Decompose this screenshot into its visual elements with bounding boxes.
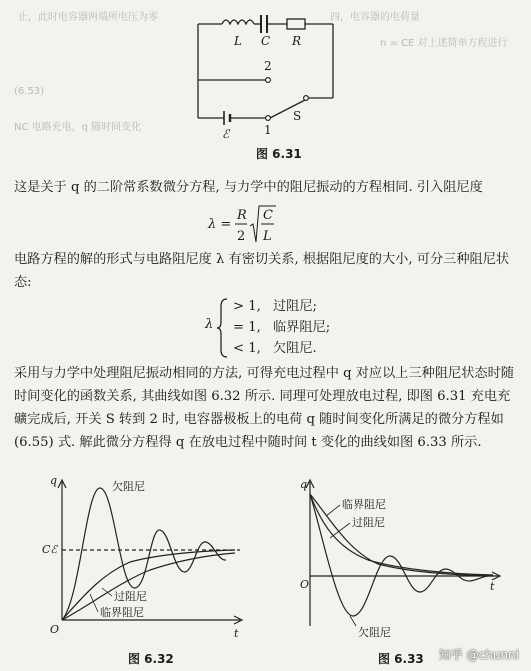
under-damped-label: 欠阻尼 (358, 626, 391, 639)
terminal-1-label: 1 (264, 123, 272, 137)
resistor-label: R (292, 34, 302, 48)
emf-label: ℰ (222, 127, 230, 141)
over-damped-label: 过阻尼 (114, 590, 147, 603)
origin-label: O (300, 578, 310, 591)
critical-damped-label: 临界阻尼 (100, 606, 144, 619)
damping-formula (0, 0, 531, 260)
axis-q-label: q (50, 474, 58, 487)
figure-6-32 (40, 470, 260, 645)
formula-L: L (263, 229, 272, 244)
formula-lhs: λ = (208, 217, 232, 232)
ghost-text: n = CE 对上述简单方程进行 (380, 38, 508, 49)
inductor-label: L (234, 34, 242, 48)
cases-brace (217, 298, 229, 358)
critical-damped-label: 临界阻尼 (342, 498, 386, 511)
case-row: = 1, 临界阻尼; (233, 320, 331, 335)
ghost-text: (6.53) (14, 86, 45, 97)
capacitor-label: C (261, 34, 271, 48)
terminal-2-label: 2 (264, 59, 272, 73)
case-row: < 1, 欠阻尼. (233, 341, 317, 356)
watermark: 知乎 @chunni (438, 648, 519, 662)
ce-label: Cℰ (42, 543, 58, 556)
formula-2: 2 (237, 229, 246, 244)
origin-label: O (50, 623, 60, 636)
under-damped-label: 欠阻尼 (112, 480, 145, 493)
switch-label: S (293, 109, 302, 123)
formula-R: R (237, 208, 247, 223)
formula-C: C (263, 208, 273, 223)
figure-6-33 (298, 476, 508, 646)
figure-caption-6-31: 图 6.31 (256, 147, 302, 161)
figure-caption-6-32: 图 6.32 (128, 652, 174, 666)
ghost-text: NC 电路充电，q 随时间变化 (14, 122, 142, 133)
case-row: > 1, 过阻尼; (233, 299, 318, 314)
ghost-text: 四，电容器的电荷量 (330, 12, 420, 23)
paragraph: 采用与力学中处理阻尼振动相同的方法, 可得充电过程中 q 对应以上三种阻尼状态时随时间变化的函数关系, 其曲线如图 6.32 所示. 同理可处理放电过程, 即图 6.31 充电充礦完成后, 开关 S 转到 2 时, 电容器极板上的电荷 q 随时间变化所满足的微分方程如 (6.55) 式. 解此微分方程得 q 在放电过程中随时间 t 变化的曲线如图 6.33 所示. (14, 366, 514, 450)
cases-lambda: λ (205, 317, 214, 332)
axis-q-label: q (300, 478, 308, 491)
paragraph: 这是关于 q 的二阶常系数微分方程, 与力学中的阻尼振动的方程相同. 引入阻尼度 (14, 180, 483, 195)
paragraph: 电路方程的解的形式与电路阻尼度 λ 有密切关系, 根据阻尼度的大小, 可分三种阻尼状态: (14, 252, 510, 290)
axis-t-label: t (490, 580, 495, 593)
over-damped-label: 过阻尼 (352, 516, 385, 529)
ghost-text: 止，此时电容器两端所电压为零 (18, 12, 158, 23)
axis-t-label: t (234, 627, 239, 640)
figure-caption-6-33: 图 6.33 (378, 652, 424, 666)
